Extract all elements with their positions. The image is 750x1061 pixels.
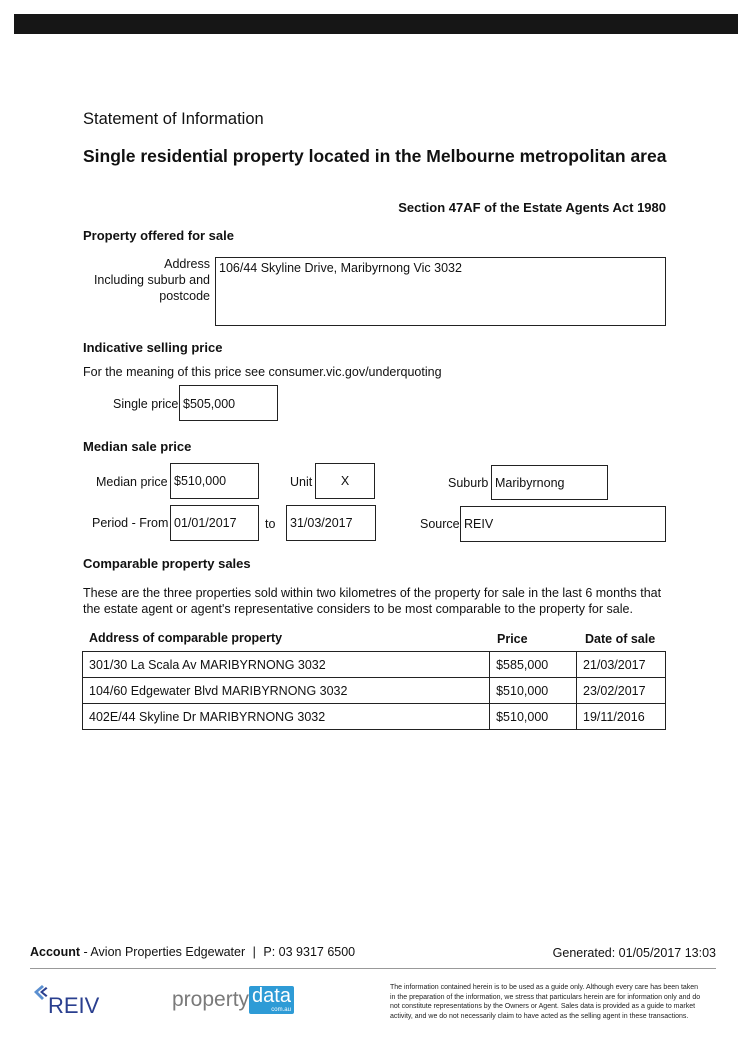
suburb-field bbox=[491, 465, 608, 500]
meaning-text: For the meaning of this price see consumer.vic.gov/underquoting bbox=[83, 365, 442, 379]
account-phone: P: 03 9317 6500 bbox=[263, 945, 356, 959]
address-value: 106/44 Skyline Drive, Maribyrnong Vic 3032 bbox=[219, 261, 462, 275]
comp-date: 23/02/2017 bbox=[577, 678, 666, 704]
footer-divider bbox=[30, 968, 716, 969]
table-row bbox=[83, 678, 666, 704]
comp-address: 402E/44 Skyline Dr MARIBYRNONG 3032 bbox=[83, 704, 490, 730]
disclaimer-line: in the preparation of the information, we stress that particulars herein are for information only and do bbox=[390, 993, 701, 1001]
document-title: Statement of Information bbox=[83, 110, 264, 128]
disclaimer-line: The information contained herein is to be used as a guide only. Although every care has been taken bbox=[390, 984, 699, 991]
propertydata-logo-word1: property bbox=[172, 988, 250, 1011]
address-sublabel-2: postcode bbox=[159, 289, 210, 303]
address-sublabel-1: Including suburb and bbox=[93, 273, 210, 287]
section-indicative-title: Indicative selling price bbox=[83, 340, 223, 355]
period-from-label: Period - From bbox=[92, 516, 169, 530]
median-price-field bbox=[170, 463, 259, 499]
single-price-field bbox=[179, 385, 278, 421]
comp-price: $510,000 bbox=[490, 678, 577, 704]
col-header-address: Address of comparable property bbox=[89, 631, 283, 645]
comparable-description: These are the three properties sold within two kilometres of the property for sale in the last 6 months that the estate agent or agent's representative considers to be most comparable to the property for sale. bbox=[83, 586, 662, 616]
section-property-title: Property offered for sale bbox=[83, 228, 234, 243]
suburb-label: Suburb bbox=[448, 476, 489, 490]
act-reference: Section 47AF of the Estate Agents Act 1980 bbox=[398, 200, 666, 215]
col-header-price: Price bbox=[497, 632, 528, 646]
source-field bbox=[460, 506, 666, 542]
period-from-value: 01/01/2017 bbox=[174, 516, 237, 530]
propertydata-logo-sub: com.au bbox=[271, 1007, 291, 1013]
unit-field bbox=[315, 463, 375, 499]
source-value: REIV bbox=[464, 517, 494, 531]
disclaimer-line: activity, and we do not necessarily claim to have acted as the selling agent in these transactions. bbox=[390, 1012, 689, 1020]
comp-address: 104/60 Edgewater Blvd MARIBYRNONG 3032 bbox=[83, 678, 490, 704]
single-price-value: $505,000 bbox=[183, 397, 236, 411]
single-price-label: Single price bbox=[113, 397, 179, 411]
comp-price: $585,000 bbox=[490, 652, 577, 678]
col-header-date: Date of sale bbox=[585, 632, 656, 646]
section-median-title: Median sale price bbox=[83, 439, 192, 454]
period-to-value: 31/03/2017 bbox=[290, 516, 353, 530]
unit-value: X bbox=[340, 474, 350, 488]
reiv-logo-text: REIV bbox=[48, 993, 100, 1018]
account-value: - Avion Properties Edgewater bbox=[83, 945, 246, 959]
comp-date: 19/11/2016 bbox=[577, 704, 666, 730]
generated-timestamp: Generated: 01/05/2017 13:03 bbox=[552, 946, 716, 960]
disclaimer-line: not constitute representations by the Owners or Agent. Sales data is provided as a guide to market bbox=[390, 1003, 696, 1010]
address-label: Address bbox=[164, 257, 210, 271]
source-label: Source bbox=[420, 517, 460, 531]
propertydata-logo bbox=[172, 986, 294, 1022]
table-row bbox=[83, 652, 666, 678]
unit-label: Unit bbox=[290, 475, 313, 489]
to-label: to bbox=[265, 517, 276, 531]
account-label: Account bbox=[30, 945, 80, 959]
comparable-table bbox=[82, 651, 666, 730]
reiv-logo bbox=[32, 983, 102, 1019]
comp-price: $510,000 bbox=[490, 704, 577, 730]
period-to-field bbox=[286, 505, 376, 541]
suburb-value: Maribyrnong bbox=[495, 476, 565, 490]
propertydata-logo-word2: data bbox=[252, 985, 291, 1007]
document-subtitle: Single residential property located in the Melbourne metropolitan area bbox=[83, 146, 667, 166]
footer-account bbox=[30, 945, 355, 959]
median-price-value: $510,000 bbox=[174, 474, 227, 488]
address-label-group bbox=[60, 256, 210, 304]
comp-date: 21/03/2017 bbox=[577, 652, 666, 678]
comp-address: 301/30 La Scala Av MARIBYRNONG 3032 bbox=[83, 652, 490, 678]
table-row bbox=[83, 704, 666, 730]
address-field bbox=[215, 257, 666, 326]
median-price-label: Median price bbox=[96, 475, 168, 489]
footer-separator: | bbox=[252, 945, 256, 959]
disclaimer bbox=[390, 983, 720, 1021]
section-comparable-title: Comparable property sales bbox=[83, 556, 251, 571]
propertydata-logo-badge bbox=[249, 986, 294, 1014]
period-from-field bbox=[170, 505, 259, 541]
top-black-bar bbox=[14, 14, 738, 34]
